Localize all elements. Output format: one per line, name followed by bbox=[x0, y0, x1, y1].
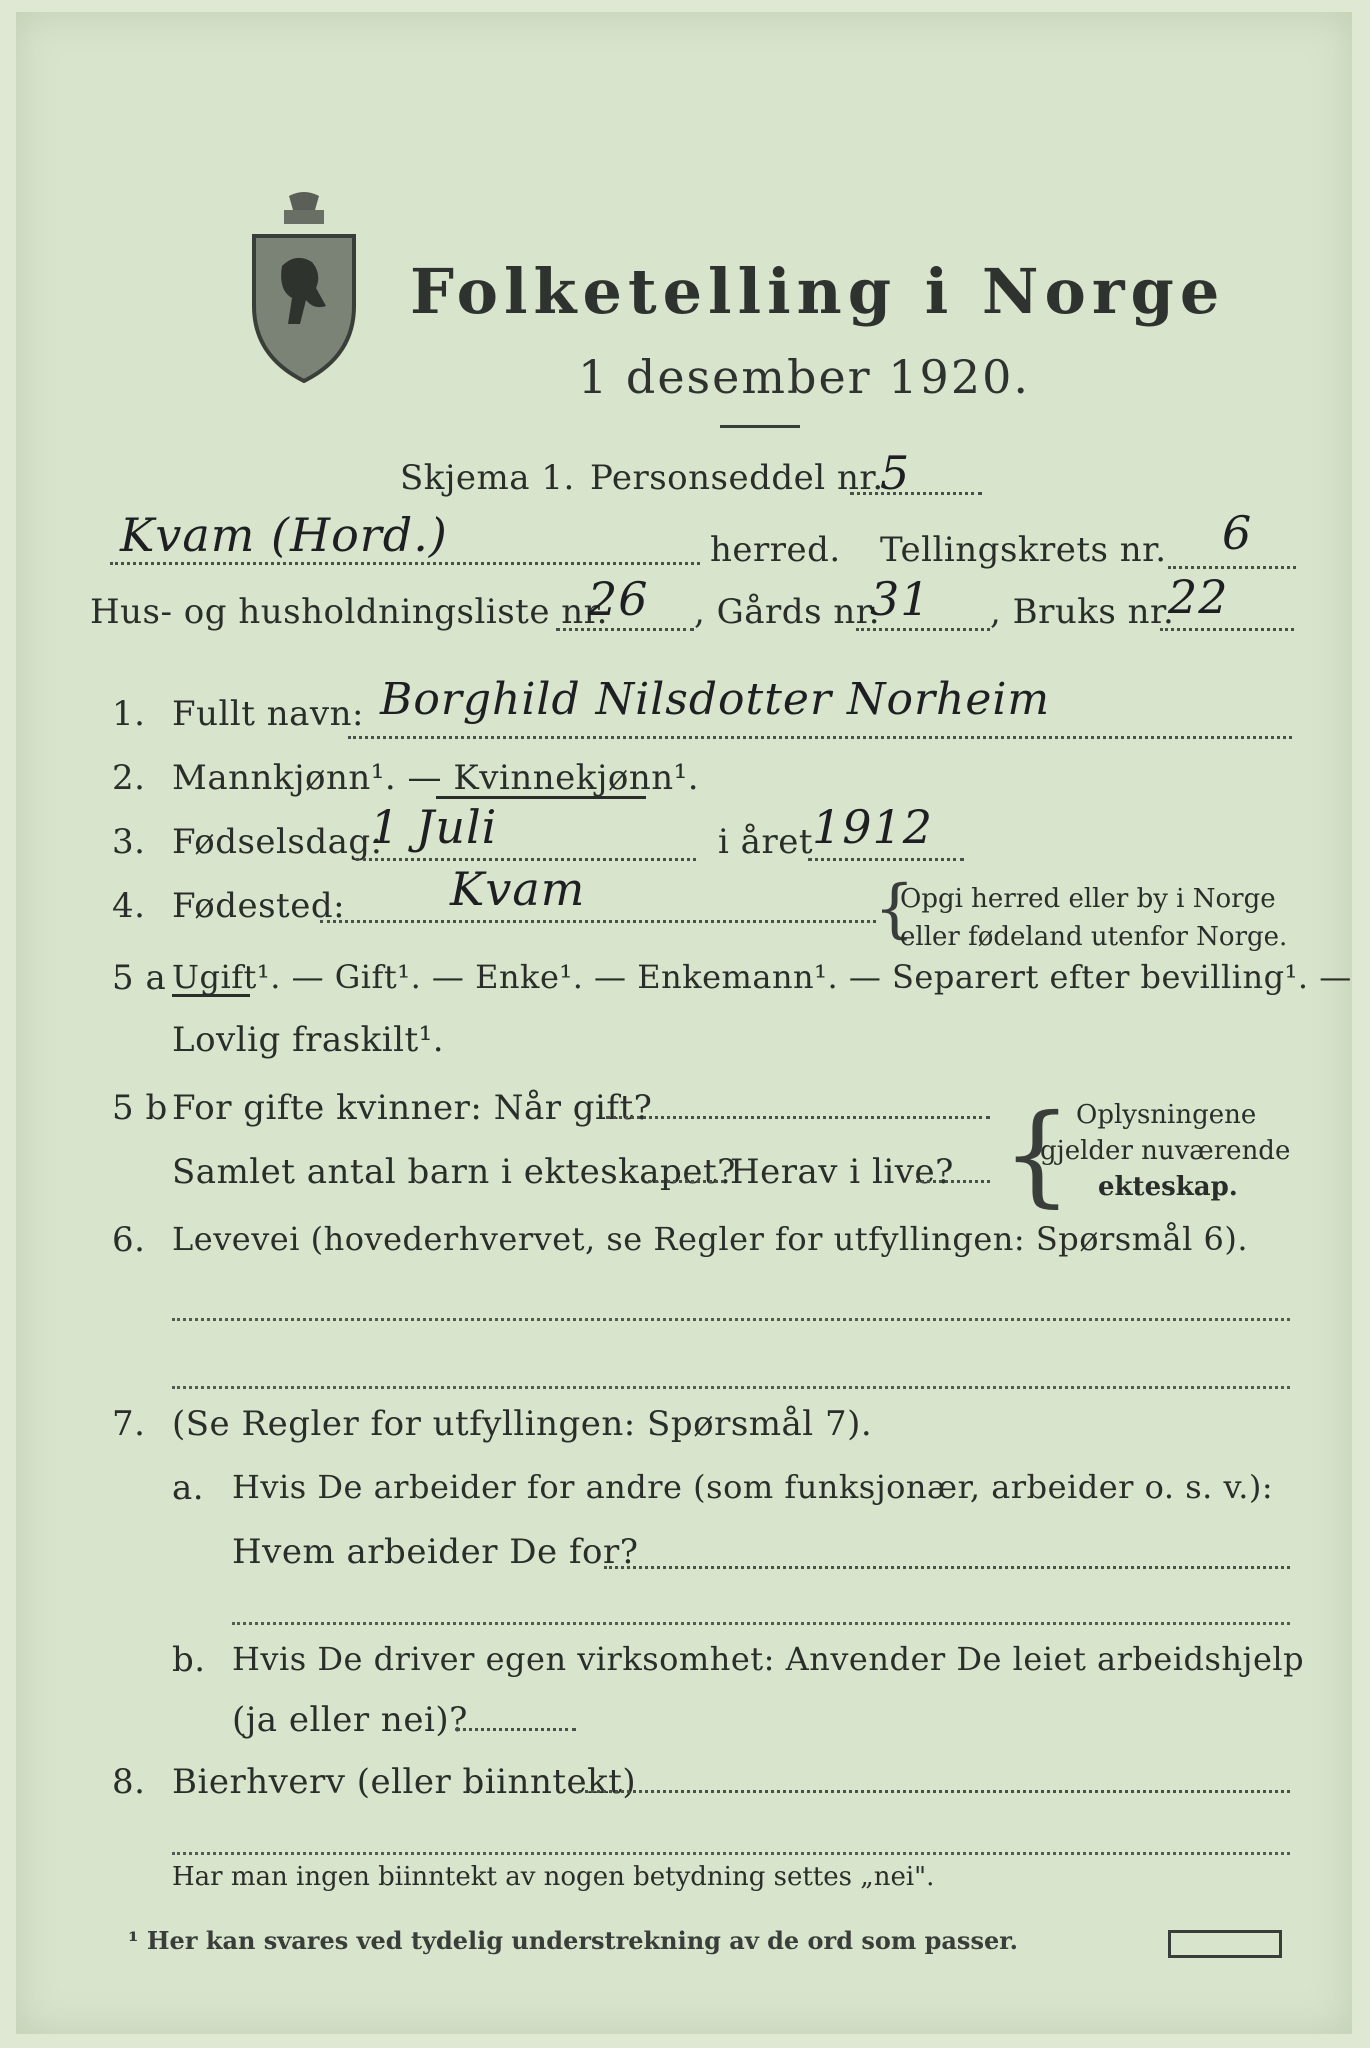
q5b-line-3 bbox=[916, 1180, 990, 1183]
q2-label: Mannkjønn¹. — Kvinnekjønn¹. bbox=[172, 758, 700, 798]
q3-year-line bbox=[808, 858, 964, 861]
gards-line bbox=[856, 628, 990, 631]
q4-number: 4. bbox=[112, 886, 146, 926]
personseddel-line bbox=[850, 492, 982, 495]
tellingskrets-line bbox=[1168, 566, 1296, 569]
q6-line-1 bbox=[172, 1318, 1290, 1321]
q3-year-value: 1912 bbox=[812, 800, 934, 854]
q3-line bbox=[356, 858, 696, 861]
q7b-number: b. bbox=[172, 1640, 206, 1680]
q5a-label-2: Lovlig fraskilt¹. bbox=[172, 1020, 445, 1060]
tellingskrets-label: Tellingskrets nr. bbox=[880, 530, 1167, 570]
printer-stamp bbox=[1168, 1930, 1282, 1958]
q5b-label-2: Samlet antal barn i ekteskapet? bbox=[172, 1152, 736, 1192]
hus-label: Hus- og husholdningsliste nr. bbox=[90, 592, 608, 632]
q5b-note-2: gjelder nuværende bbox=[1040, 1136, 1291, 1166]
q7a-label-2: Hvem arbeider De for? bbox=[232, 1532, 639, 1572]
bruks-label: , Bruks nr. bbox=[990, 592, 1175, 632]
q4-line bbox=[320, 920, 876, 923]
q3-number: 3. bbox=[112, 822, 146, 862]
herred-label: herred. bbox=[710, 530, 841, 570]
q1-line bbox=[348, 736, 1292, 739]
skjema-label: Skjema 1. bbox=[400, 458, 575, 498]
personseddel-value: 5 bbox=[880, 446, 911, 500]
personseddel-label: Personseddel nr. bbox=[590, 458, 884, 498]
census-date: 1 desember 1920. bbox=[578, 350, 1030, 404]
q2-number: 2. bbox=[112, 758, 146, 798]
q5b-brace: { bbox=[1002, 1090, 1072, 1218]
gards-value: 31 bbox=[870, 572, 931, 626]
q5b-line-2 bbox=[648, 1180, 724, 1183]
hus-value: 26 bbox=[588, 572, 649, 626]
q4-note-2: eller fødeland utenfor Norge. bbox=[900, 922, 1288, 952]
q8-note: Har man ingen biinntekt av nogen betydning settes „nei". bbox=[172, 1862, 935, 1892]
q8-number: 8. bbox=[112, 1762, 146, 1802]
title-divider bbox=[720, 425, 800, 428]
q4-note-1: Opgi herred eller by i Norge bbox=[900, 884, 1276, 914]
q6-line-2 bbox=[172, 1386, 1290, 1389]
q5b-line-1 bbox=[606, 1116, 990, 1119]
q1-value: Borghild Nilsdotter Norheim bbox=[380, 674, 1051, 725]
herred-line bbox=[110, 562, 700, 565]
q6-label: Levevei (hovederhvervet, se Regler for utfyllingen: Spørsmål 6). bbox=[172, 1220, 1249, 1258]
q7a-line-2 bbox=[232, 1622, 1290, 1625]
q5a-underline bbox=[172, 994, 250, 997]
gards-label: , Gårds nr. bbox=[694, 592, 881, 632]
q5b-note-3: ekteskap. bbox=[1098, 1172, 1238, 1202]
norwegian-lion-crest-icon bbox=[244, 186, 364, 386]
footnote: ¹ Her kan svares ved tydelig understrekning av de ord som passer. bbox=[128, 1926, 1019, 1955]
q8-label: Bierhverv (eller biinntekt) bbox=[172, 1762, 637, 1802]
hus-line bbox=[556, 628, 694, 631]
q7a-number: a. bbox=[172, 1468, 205, 1508]
q5b-note-1: Oplysningene bbox=[1076, 1100, 1257, 1130]
q2-underline bbox=[436, 796, 646, 799]
q6-number: 6. bbox=[112, 1220, 146, 1260]
q7-label: (Se Regler for utfyllingen: Spørsmål 7). bbox=[172, 1404, 873, 1444]
q5b-label: For gifte kvinner: Når gift? bbox=[172, 1088, 653, 1128]
q4-value: Kvam bbox=[450, 862, 586, 916]
bruks-value: 22 bbox=[1168, 570, 1229, 624]
q3-value: 1 Juli bbox=[370, 800, 498, 854]
q5b-label-3: Herav i live? bbox=[730, 1152, 954, 1192]
q7b-line bbox=[456, 1728, 576, 1731]
tellingskrets-value: 6 bbox=[1222, 506, 1253, 560]
q1-number: 1. bbox=[112, 694, 146, 734]
q1-label: Fullt navn: bbox=[172, 694, 364, 734]
q8-line-1 bbox=[578, 1790, 1290, 1793]
q7a-label: Hvis De arbeider for andre (som funksjonær, arbeider o. s. v.): bbox=[232, 1468, 1274, 1506]
q3-label: Fødselsdag: bbox=[172, 822, 383, 862]
form-title: Folketelling i Norge bbox=[410, 255, 1226, 328]
q4-label: Fødested: bbox=[172, 886, 346, 926]
q4-brace: { bbox=[874, 872, 915, 946]
q7a-line-1 bbox=[604, 1566, 1290, 1569]
q7b-label: Hvis De driver egen virksomhet: Anvender De leiet arbeidshjelp bbox=[232, 1640, 1305, 1678]
q3-year-label: i året bbox=[718, 822, 813, 862]
q5a-number: 5 a bbox=[112, 958, 167, 998]
q5b-number: 5 b bbox=[112, 1088, 168, 1128]
q5a-label: Ugift¹. — Gift¹. — Enke¹. — Enkemann¹. — Separert efter bevilling¹. — bbox=[172, 958, 1352, 996]
bruks-line bbox=[1160, 628, 1294, 631]
q7b-label-2: (ja eller nei)? bbox=[232, 1700, 468, 1740]
q8-line-2 bbox=[172, 1852, 1290, 1855]
q7-number: 7. bbox=[112, 1404, 146, 1444]
herred-value: Kvam (Hord.) bbox=[120, 508, 448, 562]
